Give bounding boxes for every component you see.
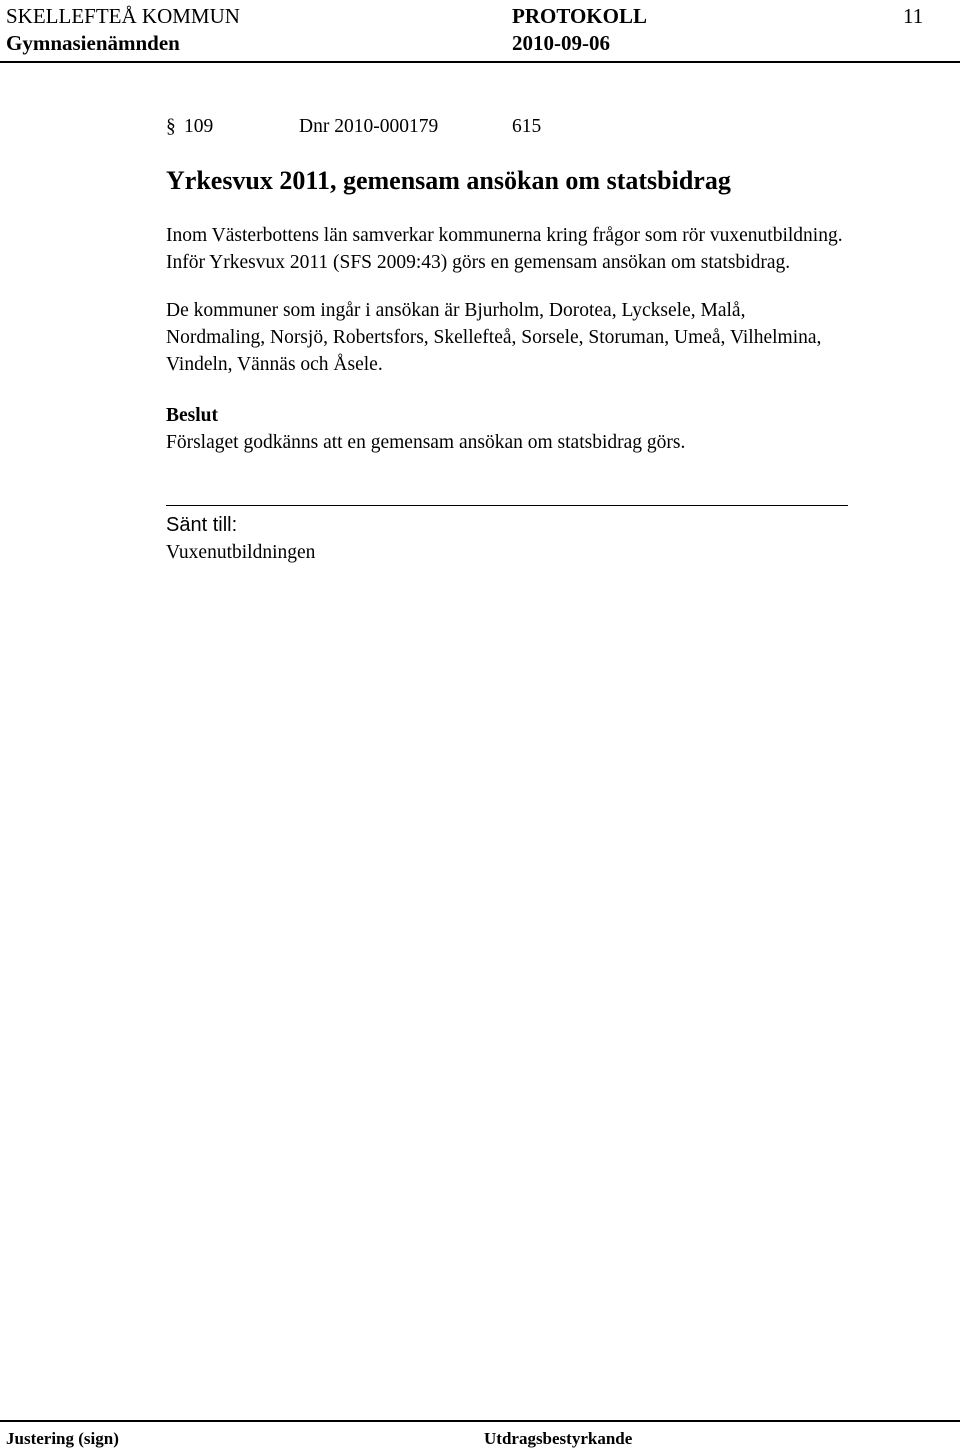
dnr-reference: Dnr 2010-000179 (299, 116, 439, 137)
item-code: 615 (512, 116, 542, 137)
paragraph-2-line-1: De kommuner som ingår i ansökan är Bjurholm, Dorotea, Lycksele, Malå, (166, 300, 746, 321)
paragraph-2-line-3: Vindeln, Vännäs och Åsele. (166, 354, 383, 375)
separator-line (166, 505, 848, 506)
paragraph-1-line-1: Inom Västerbottens län samverkar kommunerna kring frågor som rör vuxenutbildning. (166, 225, 843, 246)
section-symbol: § (166, 116, 176, 137)
sent-to-label: Sänt till: (166, 514, 238, 536)
footer-utdragsbestyrkande: Utdragsbestyrkande (484, 1429, 633, 1448)
paragraph-2-line-2: Nordmaling, Norsjö, Robertsfors, Skellefteå, Sorsele, Storuman, Umeå, Vilhelmina, (166, 327, 822, 348)
board-name: Gymnasienämnden (6, 31, 180, 55)
footer-justering: Justering (sign) (6, 1429, 119, 1448)
document-type: PROTOKOLL (512, 4, 647, 28)
page-number: 11 (903, 4, 924, 28)
sent-to-recipient: Vuxenutbildningen (166, 542, 316, 563)
item-number: 109 (184, 116, 214, 137)
meeting-date: 2010-09-06 (512, 31, 610, 55)
footer-rule (0, 1420, 960, 1422)
paragraph-1-line-2: Inför Yrkesvux 2011 (SFS 2009:43) görs en gemensam ansökan om statsbidrag. (166, 252, 791, 273)
municipality-name: SKELLEFTEÅ KOMMUN (6, 4, 240, 28)
item-title: Yrkesvux 2011, gemensam ansökan om statsbidrag (166, 166, 731, 195)
header-rule (0, 61, 960, 63)
decision-heading: Beslut (166, 405, 219, 426)
decision-text: Förslaget godkänns att en gemensam ansökan om statsbidrag görs. (166, 432, 686, 453)
